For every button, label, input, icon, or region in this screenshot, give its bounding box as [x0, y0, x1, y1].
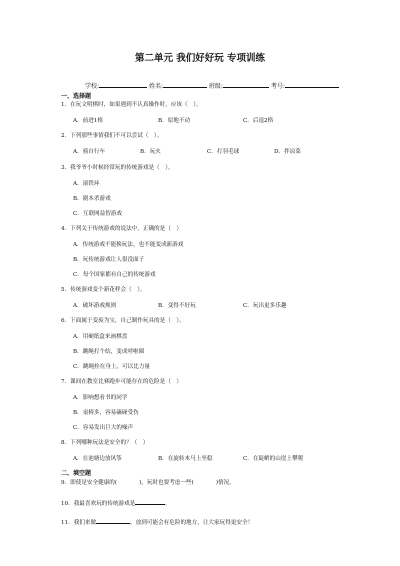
q9-part-3: )情况。	[215, 480, 235, 486]
q6-option-b[interactable]: B．跳绳打个结，变成呼啦圈	[73, 349, 145, 355]
q2-option-a[interactable]: A．骑自行车	[73, 149, 106, 155]
question-5: 5．传统游戏变个新花样会（ ）。	[61, 287, 146, 293]
q4-option-b[interactable]: B．玩传统游戏让人很没面子	[73, 257, 145, 263]
question-4: 4．下列关于传统游戏的说法中，正确的是（ ）	[61, 226, 183, 232]
exam-no-label: 考号:	[270, 83, 285, 90]
school-label: 学校:	[85, 83, 100, 90]
q10-part-1: 10．我最喜欢玩的传统游戏是	[61, 501, 136, 507]
q4-option-c[interactable]: C．每个国家都有自己的传统游戏	[73, 272, 156, 278]
q6-option-c[interactable]: C．跳绳拴在身上，可以比力量	[73, 364, 150, 370]
q5-option-a[interactable]: A．破坏游戏规则	[73, 303, 117, 309]
school-blank[interactable]	[99, 81, 147, 88]
q7-option-a[interactable]: A．影响想看书的同学	[73, 395, 128, 401]
q10-blank[interactable]	[135, 499, 165, 505]
question-11	[61, 518, 253, 527]
q9-part-1: 9．即使是安全健康的(	[61, 480, 118, 486]
q9-part-2: )，玩时也要考虑一些(	[139, 480, 194, 486]
question-3: 3．我爷爷小时候经常玩的传统游戏是（ ）。	[61, 165, 174, 171]
q1-option-c[interactable]: C．后退2格	[243, 118, 274, 124]
question-6: 6．下面属于变废为宝，自己制作玩具的是（ ）。	[61, 318, 185, 324]
class-label: 班级:	[208, 83, 223, 90]
section-heading-choice: 一、选择题	[61, 93, 92, 100]
q3-option-c[interactable]: C．互联网益智游戏	[73, 211, 123, 217]
q6-option-a[interactable]: A．用硬纸盒来画棋盘	[73, 334, 128, 340]
q3-option-b[interactable]: B．剧本杀游戏	[73, 196, 111, 202]
q11-part-1: 11．我们来做	[61, 520, 97, 526]
q10-part-2: 。	[165, 501, 171, 507]
q2-option-d[interactable]: D．拌凉菜	[274, 149, 301, 155]
question-2: 2．下列那些事情我们不可以尝试（ ）。	[61, 133, 163, 139]
q2-option-c[interactable]: C．打羽毛球	[207, 149, 240, 155]
question-1: 1．在玩文明棋时，如果遇到不认真操作时，应该（ ）。	[61, 102, 202, 108]
q4-option-a[interactable]: A．传统游戏不能换玩法，也不能变成新游戏	[73, 242, 184, 248]
q7-option-c[interactable]: C．容易发出巨大的噪声	[73, 425, 134, 431]
q1-option-a[interactable]: A．前进1格	[73, 118, 103, 124]
question-10	[61, 499, 171, 508]
q1-option-b[interactable]: B．原地不动	[158, 118, 191, 124]
question-9	[61, 480, 235, 487]
q8-option-c[interactable]: C．在陡峭的山崖上攀爬	[243, 456, 304, 462]
q2-option-b[interactable]: B．玩火	[140, 149, 161, 155]
q11-part-2: ，放到可能会有危险的地方，让大家玩得更安全！	[130, 520, 254, 526]
exam-no-blank[interactable]	[285, 81, 339, 88]
class-blank[interactable]	[223, 81, 269, 88]
question-8: 8．下列哪种玩法是安全的？（ ）	[61, 440, 149, 446]
q8-option-b[interactable]: B．在旋转木马上坐稳	[158, 456, 213, 462]
q11-blank[interactable]	[96, 518, 130, 524]
q5-option-c[interactable]: C．玩出更多乐趣	[243, 303, 287, 309]
student-info-line	[85, 81, 339, 90]
section-heading-fill: 二、填空题	[61, 470, 92, 477]
name-blank[interactable]	[163, 81, 207, 88]
name-label: 姓名:	[148, 83, 163, 90]
q3-option-a[interactable]: A．滚铁环	[73, 181, 100, 187]
q8-option-a[interactable]: A．在池塘边放风筝	[73, 456, 122, 462]
q5-option-b[interactable]: B．变得不好玩	[158, 303, 196, 309]
question-7: 7．课间在教室比赛跑步可能存在的危险是（ ）	[61, 379, 183, 385]
page-title: 第二单元 我们好好玩 专项训练	[134, 53, 266, 64]
q7-option-b[interactable]: B．桌椅多，容易磕碰受伤	[73, 410, 139, 416]
